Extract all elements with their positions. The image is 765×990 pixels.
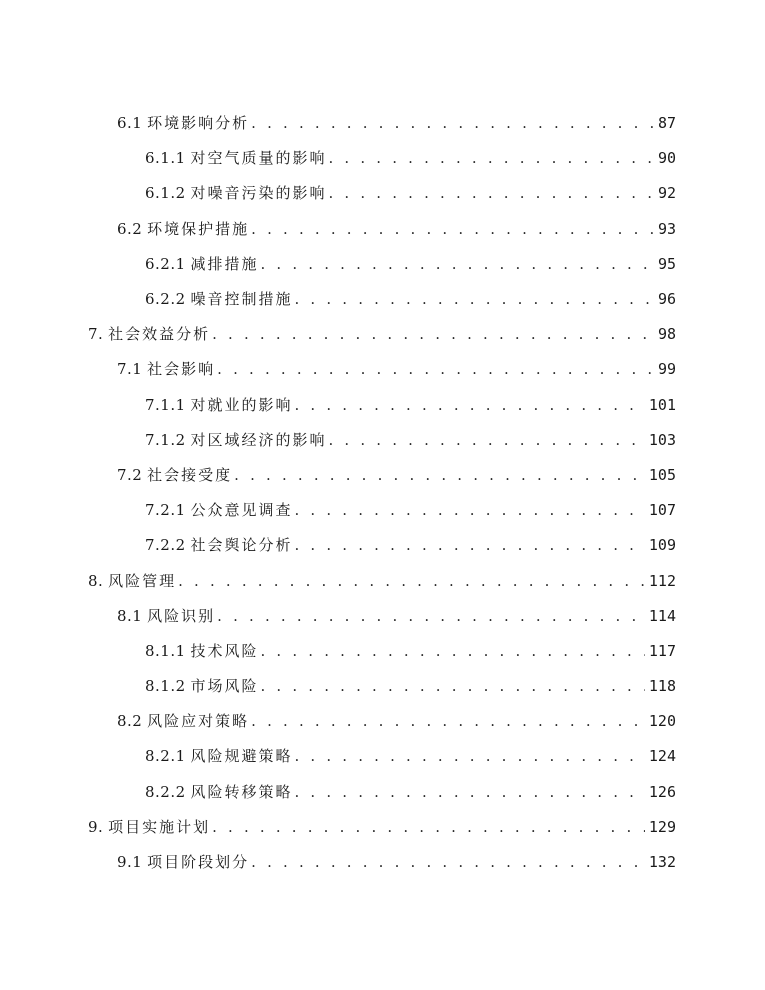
toc-entry-number: 8.2.2 — [145, 782, 186, 801]
toc-entry[interactable] — [0, 282, 765, 317]
toc-entry-page: 99 — [657, 360, 676, 379]
toc-entry-number: 6.2.1 — [145, 254, 186, 273]
toc-entry-number: 6.1 — [117, 114, 143, 133]
dot-leader — [294, 292, 653, 307]
toc-entry-title: 对空气质量的影响 — [190, 149, 327, 168]
toc-entry-number: 7.1 — [117, 360, 143, 379]
toc-entry-page: 103 — [648, 430, 676, 449]
toc-entry-number: 7.2.2 — [145, 536, 186, 555]
toc-entry-number: 6.1.2 — [145, 184, 186, 203]
dot-leader — [294, 398, 644, 413]
toc-entry-number: 6.2 — [117, 219, 143, 238]
toc-entry[interactable] — [0, 212, 765, 247]
toc-entry-title: 社会舆论分析 — [190, 536, 293, 555]
dot-leader — [260, 644, 644, 659]
toc-entry[interactable] — [0, 423, 765, 458]
toc-entry-page: 112 — [648, 571, 676, 590]
toc-entry[interactable] — [0, 388, 765, 423]
toc-entry-page: 117 — [648, 641, 676, 660]
toc-entry[interactable] — [0, 810, 765, 845]
toc-entry-page: 87 — [657, 114, 676, 133]
toc-entry-number: 9. — [88, 817, 104, 836]
toc-entry[interactable] — [0, 739, 765, 774]
toc-entry[interactable] — [0, 493, 765, 528]
toc-entry-title: 项目实施计划 — [108, 817, 211, 836]
toc-entry-title: 社会影响 — [147, 360, 216, 379]
toc-entry[interactable] — [0, 775, 765, 810]
toc-entry-page: 126 — [648, 782, 676, 801]
dot-leader — [328, 186, 653, 201]
toc-entry-title: 风险管理 — [108, 571, 177, 590]
toc-entry-title: 社会效益分析 — [108, 325, 211, 344]
toc-entry[interactable] — [0, 106, 765, 141]
table-of-contents — [0, 106, 765, 880]
toc-entry-number: 8.1 — [117, 606, 143, 625]
toc-entry[interactable] — [0, 599, 765, 634]
toc-entry-page: 90 — [657, 149, 676, 168]
dot-leader — [251, 222, 654, 237]
toc-entry-title: 环境保护措施 — [147, 219, 250, 238]
toc-entry-number: 8.1.1 — [145, 641, 186, 660]
toc-entry-page: 120 — [648, 712, 676, 731]
toc-entry-title: 对区域经济的影响 — [190, 430, 327, 449]
dot-leader — [212, 820, 645, 835]
dot-leader — [294, 538, 644, 553]
toc-entry-number: 7.2 — [117, 465, 143, 484]
toc-entry-number: 7.2.1 — [145, 501, 186, 520]
toc-entry-page: 129 — [648, 817, 676, 836]
dot-leader — [260, 257, 653, 272]
toc-entry[interactable] — [0, 176, 765, 211]
dot-leader — [294, 749, 644, 764]
toc-entry-page: 109 — [648, 536, 676, 555]
toc-entry-title: 减排措施 — [190, 254, 259, 273]
dot-leader — [251, 855, 645, 870]
toc-entry[interactable] — [0, 704, 765, 739]
toc-entry-title: 风险应对策略 — [147, 712, 250, 731]
toc-entry-page: 96 — [657, 290, 676, 309]
toc-entry-page: 95 — [657, 254, 676, 273]
toc-entry-number: 6.2.2 — [145, 290, 186, 309]
dot-leader — [212, 327, 654, 342]
dot-leader — [294, 503, 644, 518]
toc-entry[interactable] — [0, 669, 765, 704]
dot-leader — [260, 679, 644, 694]
toc-entry-number: 8.1.2 — [145, 677, 186, 696]
toc-entry-number: 7.1.1 — [145, 395, 186, 414]
toc-entry-number: 8.2 — [117, 712, 143, 731]
dot-leader — [328, 151, 653, 166]
toc-entry-number: 7.1.2 — [145, 430, 186, 449]
toc-entry-title: 技术风险 — [190, 641, 259, 660]
toc-entry[interactable] — [0, 458, 765, 493]
dot-leader — [217, 362, 654, 377]
dot-leader — [294, 785, 644, 800]
toc-entry-number: 6.1.1 — [145, 149, 186, 168]
dot-leader — [251, 116, 654, 131]
toc-entry-number: 8. — [88, 571, 104, 590]
toc-entry-number: 9.1 — [117, 853, 143, 872]
toc-entry-page: 107 — [648, 501, 676, 520]
toc-entry-page: 98 — [657, 325, 676, 344]
toc-entry-page: 105 — [648, 465, 676, 484]
toc-entry-title: 环境影响分析 — [147, 114, 250, 133]
toc-entry-page: 118 — [648, 677, 676, 696]
toc-entry[interactable] — [0, 141, 765, 176]
toc-entry-page: 93 — [657, 219, 676, 238]
dot-leader — [251, 714, 645, 729]
dot-leader — [234, 468, 645, 483]
toc-entry-title: 公众意见调查 — [190, 501, 293, 520]
toc-entry[interactable] — [0, 317, 765, 352]
toc-entry-title: 风险转移策略 — [190, 782, 293, 801]
toc-entry[interactable] — [0, 247, 765, 282]
toc-entry-title: 社会接受度 — [147, 465, 233, 484]
dot-leader — [217, 609, 645, 624]
toc-entry[interactable] — [0, 845, 765, 880]
toc-entry-page: 124 — [648, 747, 676, 766]
toc-entry-title: 风险规避策略 — [190, 747, 293, 766]
toc-entry-title: 项目阶段划分 — [147, 853, 250, 872]
toc-entry-page: 114 — [648, 606, 676, 625]
toc-entry-page: 101 — [648, 395, 676, 414]
toc-entry[interactable] — [0, 634, 765, 669]
toc-entry-page: 92 — [657, 184, 676, 203]
toc-entry-number: 8.2.1 — [145, 747, 186, 766]
toc-entry-title: 市场风险 — [190, 677, 259, 696]
dot-leader — [178, 574, 645, 589]
dot-leader — [328, 433, 644, 448]
toc-entry-title: 对噪音污染的影响 — [190, 184, 327, 203]
toc-entry[interactable] — [0, 352, 765, 387]
toc-entry-number: 7. — [88, 325, 104, 344]
toc-entry[interactable] — [0, 528, 765, 563]
toc-entry-title: 对就业的影响 — [190, 395, 293, 414]
toc-entry-title: 噪音控制措施 — [190, 290, 293, 309]
toc-entry[interactable] — [0, 563, 765, 598]
toc-entry-title: 风险识别 — [147, 606, 216, 625]
toc-entry-page: 132 — [648, 853, 676, 872]
